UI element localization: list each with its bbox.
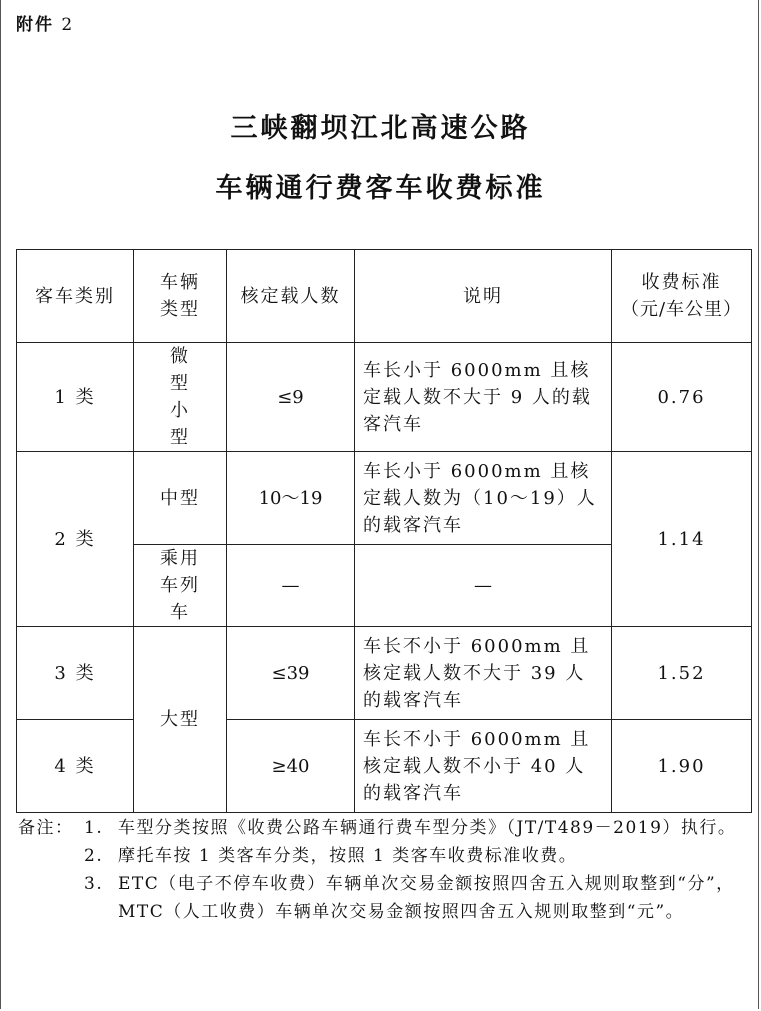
header-vehicle-type: 车辆类型 bbox=[134, 250, 227, 343]
table-row bbox=[17, 343, 752, 452]
row2a-type: 中型 bbox=[134, 452, 227, 545]
row1-type: 微型小型 bbox=[134, 343, 227, 452]
header-fee bbox=[612, 250, 752, 343]
attachment-number: 2 bbox=[61, 15, 75, 35]
note-number: 1. bbox=[84, 818, 104, 838]
row4-description: 车长不小于 6000mm 且核定载人数不小于 40 人的载客汽车 bbox=[355, 720, 612, 813]
row2b-type: 乘用车列车 bbox=[134, 545, 227, 627]
attachment-label bbox=[16, 10, 74, 35]
note-text: 车型分类按照《收费公路车辆通行费车型分类》（JT/T489－2019）执行。 bbox=[118, 818, 737, 838]
note-text: ETC（电子不停车收费）车辆单次交易金额按照四舍五入规则取整到“分”，MTC（人工收费）车辆单次交易金额按照四舍五入规则取整到“元”。 bbox=[118, 874, 735, 922]
header-fee-line2: （元/车公里） bbox=[620, 299, 743, 320]
row2a-capacity: 10～19 bbox=[227, 452, 355, 545]
header-capacity: 核定载人数 bbox=[227, 250, 355, 343]
row2-fee: 1.14 bbox=[612, 452, 752, 627]
row1-category: 1 类 bbox=[17, 343, 134, 452]
document-title-line2: 车辆通行费客车收费标准 bbox=[215, 173, 546, 204]
row2a-description: 车长小于 6000mm 且核定载人数为（10～19）人的载客汽车 bbox=[355, 452, 612, 545]
row3-category: 3 类 bbox=[17, 627, 134, 720]
note-number: 2. bbox=[84, 846, 104, 866]
row3-description: 车长不小于 6000mm 且核定载人数不大于 39 人的载客汽车 bbox=[355, 627, 612, 720]
table-row bbox=[17, 452, 752, 545]
header-fee-line1: 收费标准 bbox=[641, 272, 722, 293]
table-row bbox=[17, 627, 752, 720]
note-item bbox=[18, 870, 753, 926]
attachment-word: 附件 bbox=[16, 15, 54, 35]
notes-section bbox=[18, 814, 753, 926]
row4-fee: 1.90 bbox=[612, 720, 752, 813]
note-item bbox=[18, 842, 753, 870]
header-description: 说明 bbox=[355, 250, 612, 343]
row1-fee: 0.76 bbox=[612, 343, 752, 452]
row2-category: 2 类 bbox=[17, 452, 134, 627]
note-number: 3. bbox=[84, 874, 104, 894]
note-text: 摩托车按 1 类客车分类，按照 1 类客车收费标准收费。 bbox=[118, 846, 578, 866]
header-category: 客车类别 bbox=[17, 250, 134, 343]
row3-capacity: ≤39 bbox=[227, 627, 355, 720]
row4-category: 4 类 bbox=[17, 720, 134, 813]
row3-fee: 1.52 bbox=[612, 627, 752, 720]
row34-type: 大型 bbox=[134, 627, 227, 813]
note-item bbox=[18, 814, 753, 842]
notes-label: 备注： bbox=[18, 818, 74, 838]
fee-standard-table bbox=[16, 249, 752, 813]
row1-description: 车长小于 6000mm 且核定载人数不大于 9 人的载客汽车 bbox=[355, 343, 612, 452]
row4-capacity: ≥40 bbox=[227, 720, 355, 813]
row2b-description: — bbox=[355, 545, 612, 627]
row2b-capacity: — bbox=[227, 545, 355, 627]
row1-capacity: ≤9 bbox=[227, 343, 355, 452]
table-row bbox=[17, 720, 752, 813]
table-header-row bbox=[17, 250, 752, 343]
document-title-line1: 三峡翻坝江北高速公路 bbox=[230, 113, 531, 144]
